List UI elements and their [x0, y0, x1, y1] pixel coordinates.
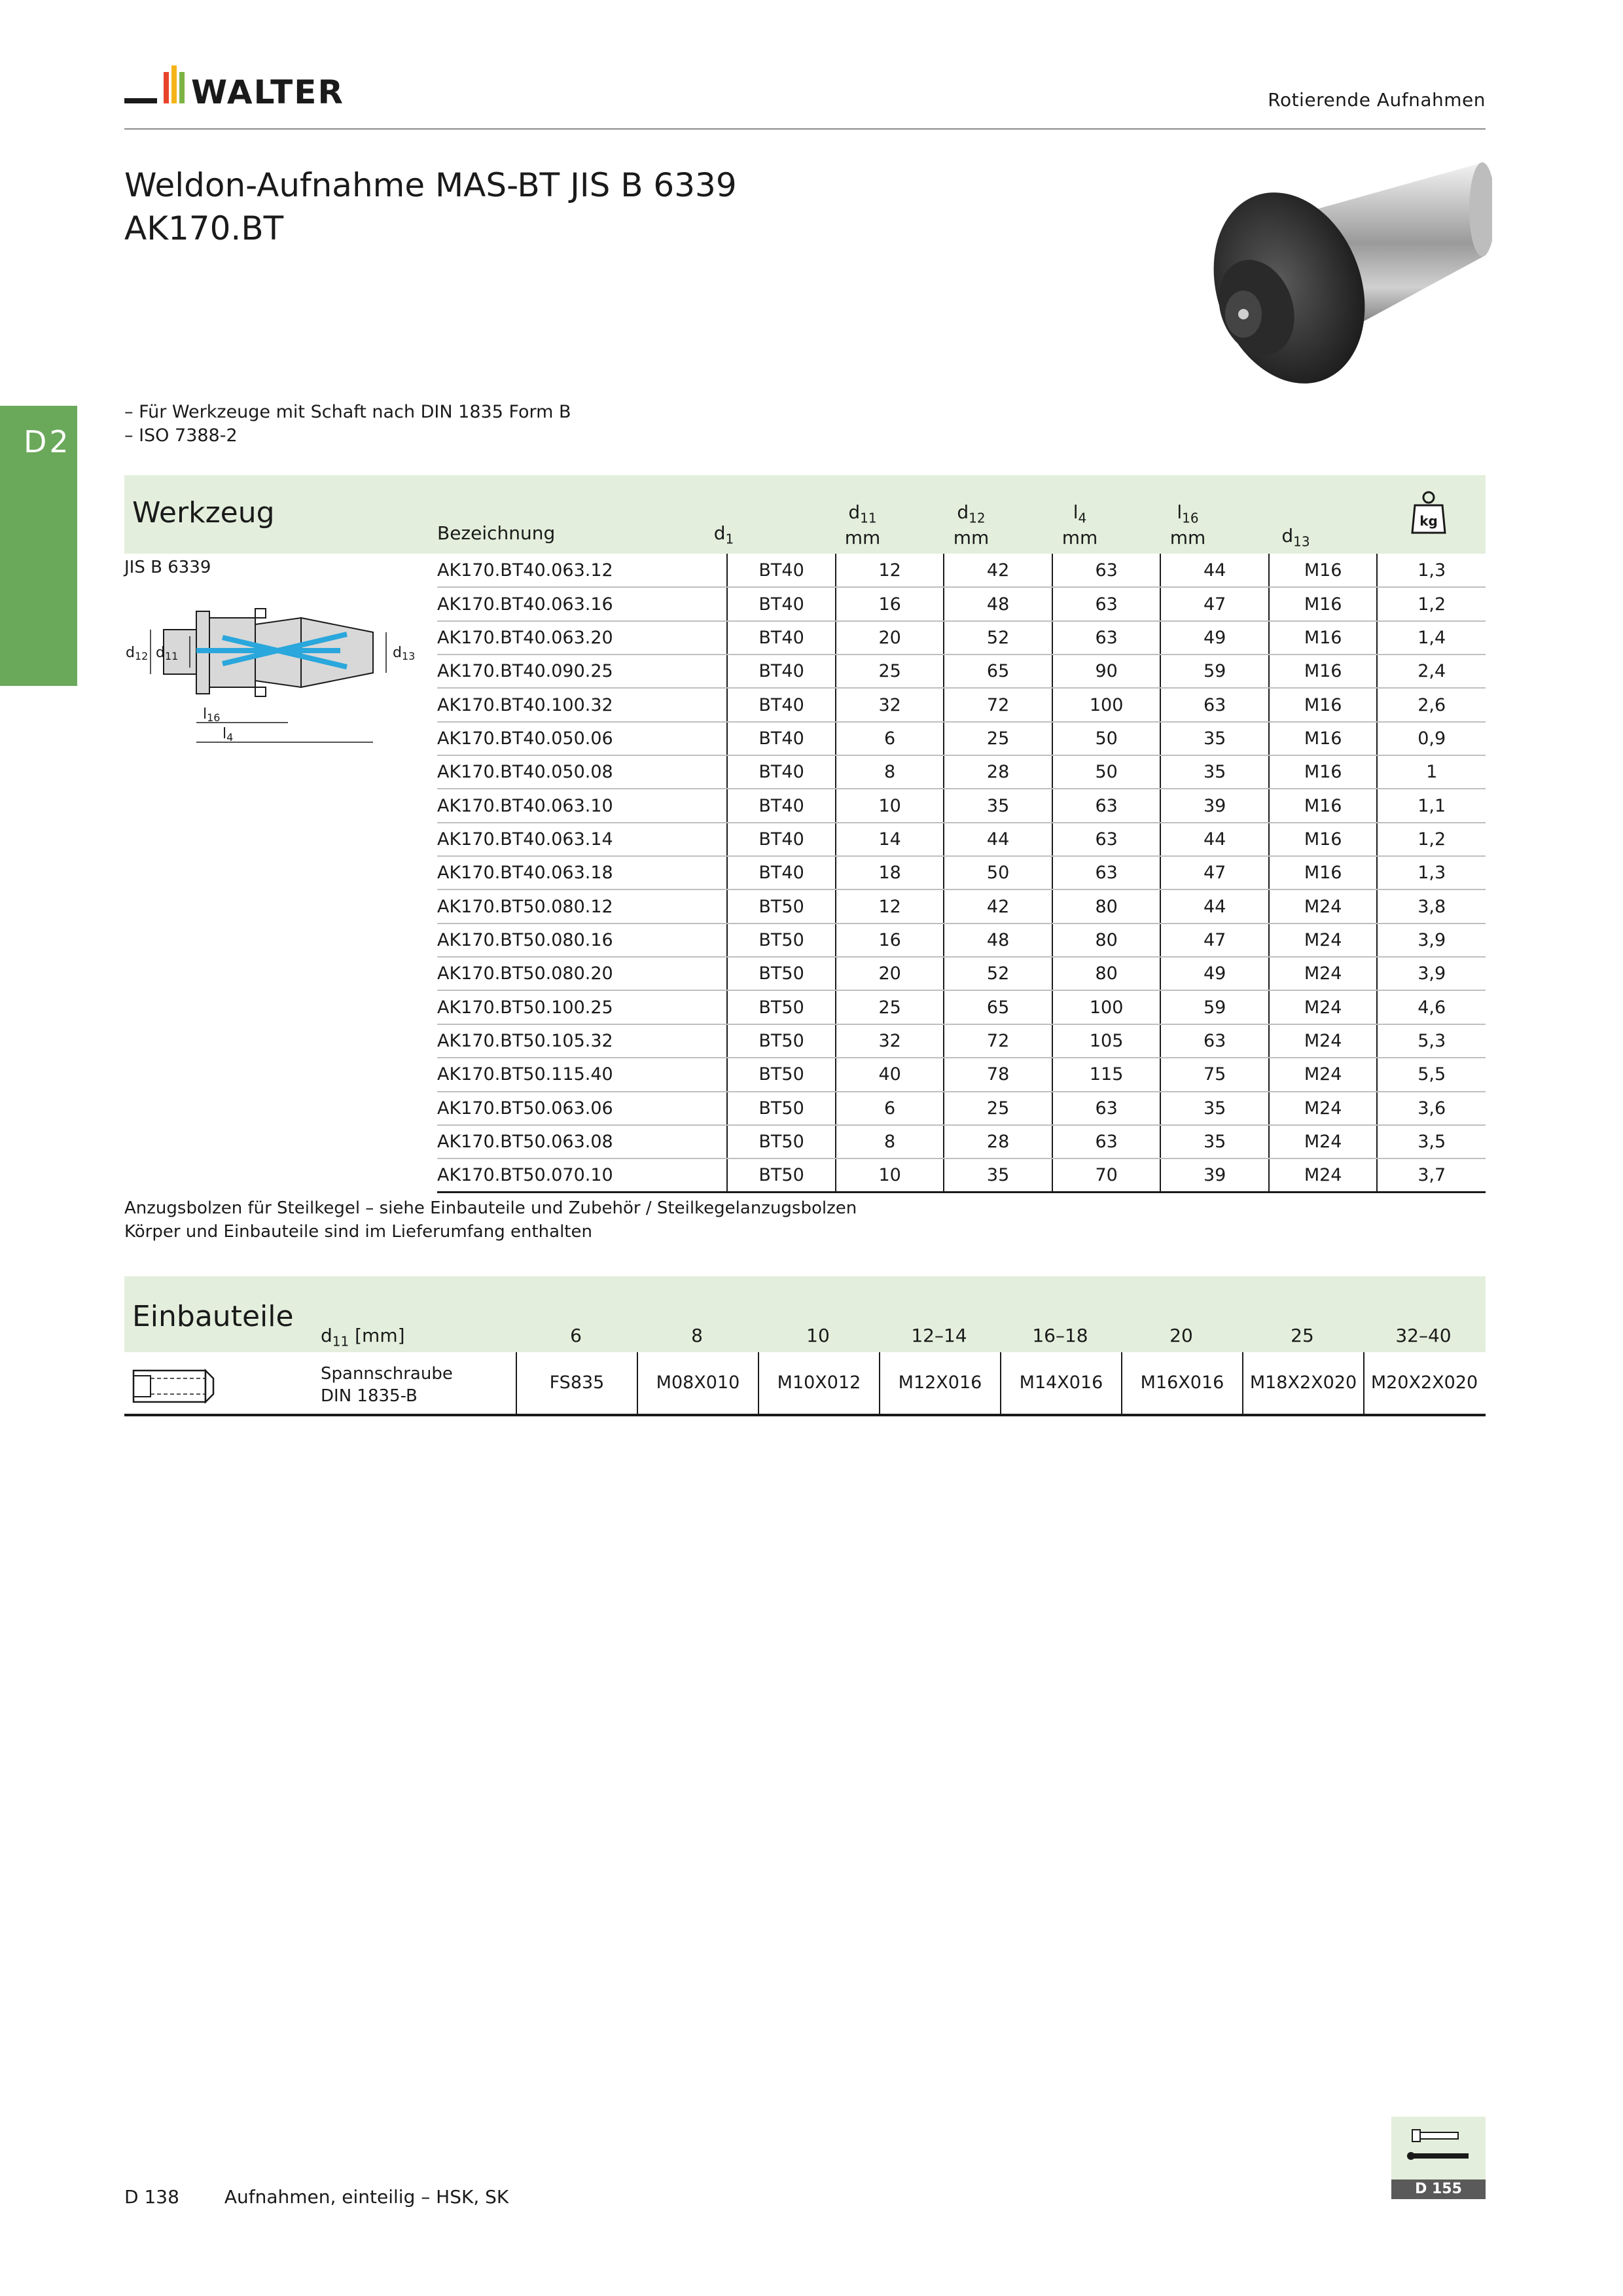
value-cell: 8: [836, 755, 944, 789]
value-cell: M24: [1269, 924, 1378, 957]
value-cell: M24: [1269, 1058, 1378, 1091]
dim-l4: l: [223, 726, 227, 742]
value-cell: 25: [836, 655, 944, 688]
technical-drawing: [124, 585, 425, 749]
page-title: [124, 164, 737, 250]
value-cell: 63: [1052, 554, 1161, 587]
table-row: [437, 889, 1486, 923]
value-cell: BT50: [727, 1058, 836, 1091]
value-cell: 3,9: [1377, 924, 1486, 957]
value-cell: 35: [1160, 722, 1268, 755]
value-cell: BT50: [727, 924, 836, 957]
value-cell: 3,9: [1377, 957, 1486, 990]
value-cell: M16: [1269, 856, 1378, 889]
col-d13: $d_{13}$: [1281, 525, 1310, 550]
size-header: 16–18: [1032, 1325, 1088, 1346]
value-cell: 63: [1052, 621, 1161, 655]
value-cell: 32: [836, 1024, 944, 1058]
feature-list: [124, 401, 571, 448]
einbauteile-title: Einbauteile: [132, 1300, 294, 1333]
value-cell: 12: [836, 554, 944, 587]
value-cell: 59: [1160, 655, 1268, 688]
col-l4: $l_4$ mm: [1061, 501, 1098, 548]
value-cell: 3,8: [1377, 889, 1486, 923]
table-row: [437, 789, 1486, 822]
value-cell: 20: [836, 621, 944, 655]
value-cell: BT40: [727, 823, 836, 856]
size-header: 8: [691, 1325, 703, 1346]
value-cell: 35: [1160, 755, 1268, 789]
notes: [124, 1196, 857, 1244]
value-cell: 1,3: [1377, 554, 1486, 587]
value-cell: 12: [836, 889, 944, 923]
value-cell: BT40: [727, 655, 836, 688]
value-cell: M16: [1269, 655, 1378, 688]
title-line-2: AK170.BT: [124, 209, 284, 247]
cross-reference-page: D 155: [1391, 2179, 1486, 2199]
value-cell: 6: [836, 722, 944, 755]
value-cell: 78: [944, 1058, 1052, 1091]
size-header: 10: [806, 1325, 830, 1346]
table-row: [437, 1158, 1486, 1192]
dim-d12: d: [126, 645, 135, 661]
article-code-cell: AK170.BT40.063.20: [437, 621, 727, 655]
col-d12: $d_{12}$ mm: [953, 501, 990, 548]
value-cell: 49: [1160, 621, 1268, 655]
article-code-cell: AK170.BT40.063.12: [437, 554, 727, 587]
chapter-tab-label: D2: [24, 424, 71, 459]
value-cell: 50: [1052, 722, 1161, 755]
value-cell: 3,7: [1377, 1158, 1486, 1192]
article-code-cell: AK170.BT50.115.40: [437, 1058, 727, 1091]
value-cell: 52: [944, 621, 1052, 655]
part-description: Spannschraube DIN 1835-B: [321, 1364, 453, 1406]
value-cell: 44: [944, 823, 1052, 856]
value-cell: 100: [1052, 688, 1161, 721]
value-cell: 48: [944, 924, 1052, 957]
werkzeug-title: Werkzeug: [132, 496, 275, 529]
value-cell: BT50: [727, 1092, 836, 1125]
value-cell: 47: [1160, 924, 1268, 957]
value-cell: 63: [1052, 587, 1161, 620]
value-cell: 63: [1052, 856, 1161, 889]
table-row: [437, 554, 1486, 587]
table-row: [437, 990, 1486, 1024]
page-footer: [124, 2186, 508, 2208]
size-header: 6: [570, 1325, 582, 1346]
value-cell: M16: [1269, 621, 1378, 655]
dim-d11: d: [156, 645, 165, 661]
value-cell: M16: [1269, 755, 1378, 789]
value-cell: 1,2: [1377, 823, 1486, 856]
header-rule: [124, 128, 1486, 130]
table-row: [437, 621, 1486, 655]
walter-logo: [124, 60, 399, 119]
value-cell: 25: [944, 722, 1052, 755]
col-bezeichnung: Bezeichnung: [437, 522, 556, 544]
value-cell: BT40: [727, 722, 836, 755]
section-label: Rotierende Aufnahmen: [1268, 89, 1486, 111]
article-code-cell: AK170.BT50.063.06: [437, 1092, 727, 1125]
table-row: [437, 856, 1486, 889]
table-row: [437, 755, 1486, 789]
part-number: M16X016: [1121, 1352, 1242, 1414]
value-cell: BT40: [727, 789, 836, 822]
value-cell: BT40: [727, 621, 836, 655]
value-cell: 80: [1052, 957, 1161, 990]
value-cell: 65: [944, 990, 1052, 1024]
value-cell: 1,2: [1377, 587, 1486, 620]
value-cell: 16: [836, 587, 944, 620]
col-l16: $l_{16}$ mm: [1169, 501, 1206, 548]
brand-text: WALTER: [191, 73, 344, 111]
value-cell: M24: [1269, 1092, 1378, 1125]
value-cell: 2,6: [1377, 688, 1486, 721]
value-cell: BT50: [727, 889, 836, 923]
table-row: [437, 688, 1486, 721]
value-cell: 4,6: [1377, 990, 1486, 1024]
value-cell: M16: [1269, 688, 1378, 721]
standard-label: JIS B 6339: [124, 558, 211, 577]
value-cell: 1,4: [1377, 621, 1486, 655]
svg-text:d11: d11: [156, 645, 179, 662]
value-cell: M24: [1269, 1024, 1378, 1058]
einbauteile-row: [124, 1352, 1486, 1416]
article-code-cell: AK170.BT40.063.18: [437, 856, 727, 889]
product-photo: [1158, 157, 1492, 406]
table-row: [437, 823, 1486, 856]
value-cell: 72: [944, 1024, 1052, 1058]
value-cell: 63: [1160, 688, 1268, 721]
table-row: [437, 1058, 1486, 1091]
value-cell: 3,5: [1377, 1125, 1486, 1158]
part-number: M18X2X020: [1242, 1352, 1363, 1414]
svg-text:d13: d13: [393, 645, 416, 662]
value-cell: 63: [1160, 1024, 1268, 1058]
value-cell: 40: [836, 1058, 944, 1091]
value-cell: 115: [1052, 1058, 1161, 1091]
cross-reference-badge[interactable]: [1391, 2117, 1486, 2199]
value-cell: 105: [1052, 1024, 1161, 1058]
svg-text:l4: l4: [223, 726, 234, 744]
value-cell: 50: [1052, 755, 1161, 789]
part-number: M12X016: [879, 1352, 1000, 1414]
value-cell: 2,4: [1377, 655, 1486, 688]
value-cell: 80: [1052, 924, 1161, 957]
value-cell: 72: [944, 688, 1052, 721]
value-cell: 49: [1160, 957, 1268, 990]
einbauteile-d11-label: $d_{11}$ [mm]: [321, 1325, 405, 1350]
part-number: M20X2X020: [1363, 1352, 1484, 1414]
size-header: 20: [1169, 1325, 1193, 1346]
werkzeug-header: [124, 475, 1486, 554]
value-cell: 42: [944, 554, 1052, 587]
value-cell: 20: [836, 957, 944, 990]
svg-text:d12: d12: [126, 645, 149, 662]
value-cell: 10: [836, 789, 944, 822]
value-cell: BT40: [727, 755, 836, 789]
size-header: 12–14: [911, 1325, 967, 1346]
footer-title: Aufnahmen, einteilig – HSK, SK: [224, 2186, 509, 2208]
value-cell: M24: [1269, 1158, 1378, 1192]
value-cell: 63: [1052, 1092, 1161, 1125]
value-cell: 1,1: [1377, 789, 1486, 822]
page-number: D 138: [124, 2186, 179, 2208]
value-cell: 63: [1052, 789, 1161, 822]
value-cell: M24: [1269, 957, 1378, 990]
value-cell: 59: [1160, 990, 1268, 1024]
note-item: Körper und Einbauteile sind im Lieferumfang enthalten: [124, 1222, 592, 1242]
value-cell: 39: [1160, 1158, 1268, 1192]
part-number: M08X010: [637, 1352, 758, 1414]
value-cell: M16: [1269, 587, 1378, 620]
value-cell: 48: [944, 587, 1052, 620]
value-cell: 8: [836, 1125, 944, 1158]
value-cell: 50: [944, 856, 1052, 889]
value-cell: M16: [1269, 789, 1378, 822]
value-cell: BT40: [727, 856, 836, 889]
value-cell: BT40: [727, 587, 836, 620]
value-cell: 65: [944, 655, 1052, 688]
value-cell: BT40: [727, 554, 836, 587]
size-header: 32–40: [1395, 1325, 1452, 1346]
pull-stud-icon: [1406, 2125, 1471, 2170]
value-cell: 0,9: [1377, 722, 1486, 755]
article-code-cell: AK170.BT40.100.32: [437, 688, 727, 721]
value-cell: 63: [1052, 823, 1161, 856]
article-code-cell: AK170.BT50.080.12: [437, 889, 727, 923]
value-cell: M16: [1269, 722, 1378, 755]
article-code-cell: AK170.BT50.063.08: [437, 1125, 727, 1158]
article-code-cell: AK170.BT50.080.16: [437, 924, 727, 957]
value-cell: 44: [1160, 823, 1268, 856]
feature-item: – Für Werkzeuge mit Schaft nach DIN 1835 Form B: [124, 402, 571, 422]
value-cell: 39: [1160, 789, 1268, 822]
value-cell: 1,3: [1377, 856, 1486, 889]
table-row: [437, 655, 1486, 688]
value-cell: 3,6: [1377, 1092, 1486, 1125]
value-cell: 35: [1160, 1092, 1268, 1125]
title-line-1: Weldon-Aufnahme MAS-BT JIS B 6339: [124, 166, 737, 204]
value-cell: M16: [1269, 554, 1378, 587]
value-cell: 25: [944, 1092, 1052, 1125]
article-code-cell: AK170.BT50.080.20: [437, 957, 727, 990]
feature-item: – ISO 7388-2: [124, 425, 238, 446]
article-code-cell: AK170.BT40.063.16: [437, 587, 727, 620]
value-cell: 28: [944, 1125, 1052, 1158]
article-code-cell: AK170.BT40.050.08: [437, 755, 727, 789]
clamping-screw-icon: [131, 1367, 216, 1406]
table-row: [437, 1024, 1486, 1058]
article-code-cell: AK170.BT50.105.32: [437, 1024, 727, 1058]
part-number: FS835: [516, 1352, 637, 1414]
value-cell: 75: [1160, 1058, 1268, 1091]
table-row: [437, 722, 1486, 755]
col-d11: $d_{11}$ mm: [844, 501, 881, 548]
werkzeug-table: [437, 554, 1486, 1193]
table-row: [437, 957, 1486, 990]
weight-icon: [1411, 490, 1446, 535]
value-cell: BT50: [727, 1125, 836, 1158]
article-code-cell: AK170.BT40.090.25: [437, 655, 727, 688]
chapter-tab: [0, 406, 77, 686]
table-row: [437, 587, 1486, 620]
value-cell: BT50: [727, 1158, 836, 1192]
value-cell: 5,3: [1377, 1024, 1486, 1058]
value-cell: M16: [1269, 823, 1378, 856]
value-cell: 52: [944, 957, 1052, 990]
table-row: [437, 1092, 1486, 1125]
value-cell: 35: [944, 789, 1052, 822]
article-code-cell: AK170.BT50.100.25: [437, 990, 727, 1024]
value-cell: 100: [1052, 990, 1161, 1024]
article-code-cell: AK170.BT40.050.06: [437, 722, 727, 755]
value-cell: 47: [1160, 587, 1268, 620]
value-cell: 16: [836, 924, 944, 957]
value-cell: M24: [1269, 889, 1378, 923]
dim-d13: d: [393, 645, 402, 661]
value-cell: 44: [1160, 554, 1268, 587]
value-cell: 47: [1160, 856, 1268, 889]
value-cell: 70: [1052, 1158, 1161, 1192]
value-cell: 44: [1160, 889, 1268, 923]
einbauteile-header: [124, 1276, 1486, 1352]
article-code-cell: AK170.BT40.063.10: [437, 789, 727, 822]
value-cell: 63: [1052, 1125, 1161, 1158]
value-cell: BT50: [727, 1024, 836, 1058]
size-header: 25: [1291, 1325, 1314, 1346]
value-cell: 32: [836, 688, 944, 721]
note-item: Anzugsbolzen für Steilkegel – siehe Einbauteile und Zubehör / Steilkegelanzugsbolzen: [124, 1198, 857, 1218]
value-cell: BT50: [727, 957, 836, 990]
value-cell: 42: [944, 889, 1052, 923]
article-code-cell: AK170.BT50.070.10: [437, 1158, 727, 1192]
value-cell: 35: [1160, 1125, 1268, 1158]
value-cell: BT50: [727, 990, 836, 1024]
part-number: M10X012: [758, 1352, 879, 1414]
value-cell: M24: [1269, 990, 1378, 1024]
table-row: [437, 1125, 1486, 1158]
table-row: [437, 924, 1486, 957]
value-cell: 10: [836, 1158, 944, 1192]
value-cell: 1: [1377, 755, 1486, 789]
value-cell: 5,5: [1377, 1058, 1486, 1091]
value-cell: 80: [1052, 889, 1161, 923]
dim-l16: l: [203, 706, 207, 723]
value-cell: 18: [836, 856, 944, 889]
value-cell: M24: [1269, 1125, 1378, 1158]
value-cell: 28: [944, 755, 1052, 789]
value-cell: 14: [836, 823, 944, 856]
value-cell: 35: [944, 1158, 1052, 1192]
value-cell: BT40: [727, 688, 836, 721]
value-cell: 6: [836, 1092, 944, 1125]
part-number: M14X016: [1000, 1352, 1121, 1414]
svg-text:l16: l16: [203, 706, 221, 724]
article-code-cell: AK170.BT40.063.14: [437, 823, 727, 856]
col-d1: $d_1$: [713, 522, 734, 547]
svg-text:kg: kg: [1419, 513, 1438, 529]
value-cell: 25: [836, 990, 944, 1024]
value-cell: 90: [1052, 655, 1161, 688]
